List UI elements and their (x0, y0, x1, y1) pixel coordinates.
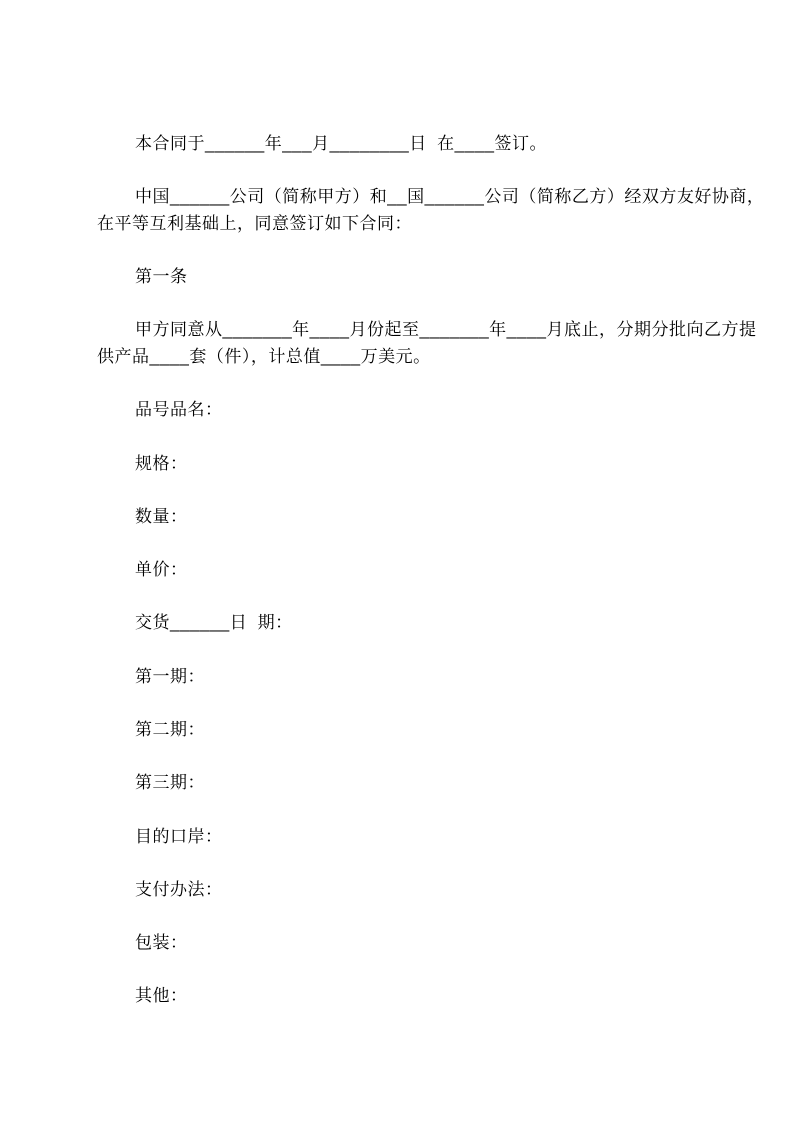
label-others (97, 983, 697, 1010)
label-delivery-date (97, 610, 697, 637)
text-line: 在平等互利基础上，同意签订如下合同： (97, 213, 412, 233)
text-line: 交货______日 期： (135, 613, 293, 633)
text-line: 第三期： (135, 773, 205, 793)
text-line: 本合同于______年___月________日 在____签订。 (135, 134, 547, 153)
label-payment-method (97, 877, 697, 904)
text-line: 规格： (135, 453, 188, 473)
text-line: 甲方同意从_______年____月份起至_______年____月底止，分期分批向乙方提 (135, 320, 757, 340)
text-line: 目的口岸： (135, 826, 223, 846)
text-line: 第一条 (135, 267, 188, 287)
text-line: 单价： (135, 560, 188, 580)
text-line: 中国______公司（简称甲方）和__国______公司（简称乙方）经双方友好协商， (135, 187, 765, 207)
label-second-installment (97, 717, 697, 744)
para-parties (97, 184, 765, 237)
label-specification (97, 451, 697, 478)
text-line: 支付办法： (135, 879, 223, 899)
label-destination-port (97, 824, 697, 851)
label-item-number-name (97, 397, 697, 424)
text-line: 第二期： (135, 720, 205, 739)
label-third-installment (97, 770, 697, 797)
heading-article-1 (97, 264, 697, 291)
text-line: 品号品名： (135, 400, 223, 420)
label-packing (97, 930, 697, 957)
text-line: 第一期： (135, 666, 205, 686)
para-signing-date (97, 131, 697, 158)
label-first-installment (97, 664, 697, 691)
label-unit-price (97, 557, 697, 584)
text-line: 其他： (135, 986, 188, 1006)
label-quantity (97, 504, 697, 531)
text-line: 数量： (135, 506, 188, 526)
text-line: 供产品____套（件），计总值____万美元。 (97, 347, 431, 367)
text-line: 包装： (135, 933, 188, 953)
para-article-1-body (97, 317, 757, 370)
